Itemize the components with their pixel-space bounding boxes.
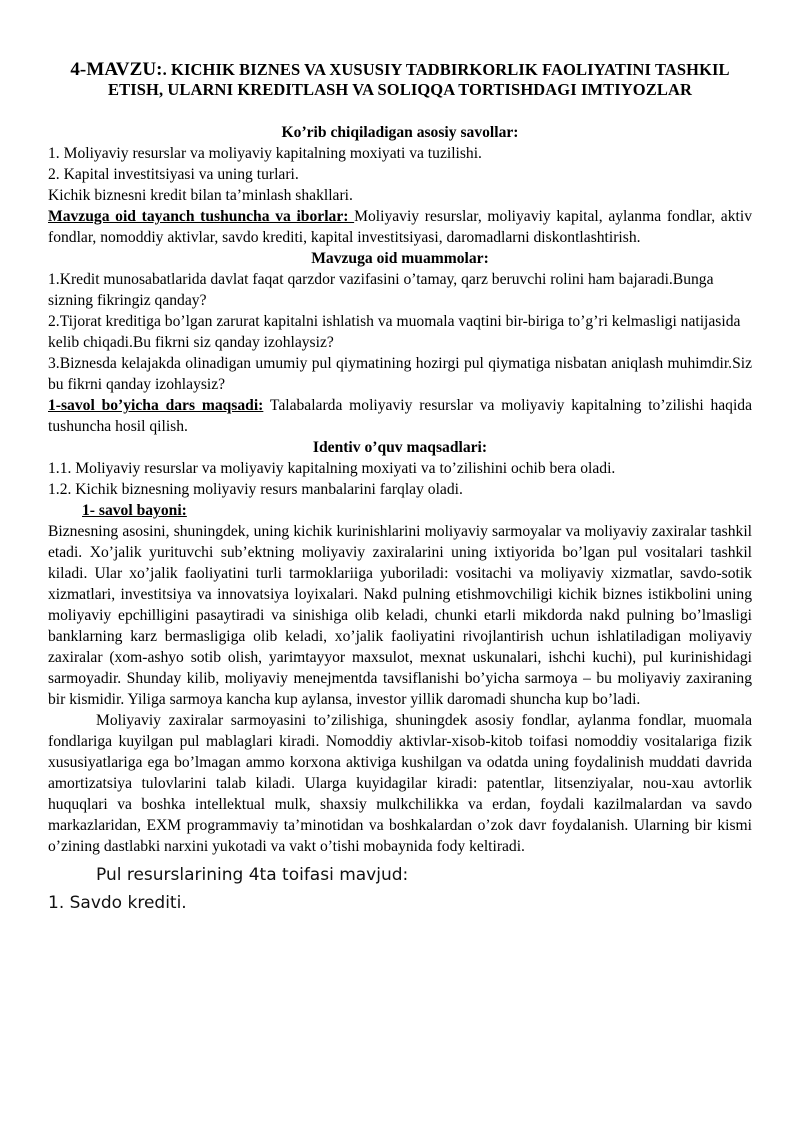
objective-item-1: 1.1. Moliyaviy resurslar va moliyaviy kapitalning moxiyati va to’zilishini ochib bera oladi.	[48, 460, 616, 477]
lesson-goal-label: 1-savol bo’yicha dars maqsadi:	[48, 397, 264, 414]
questions-heading: Ko’rib chiqiladigan asosiy savollar:	[281, 124, 519, 141]
question-item-1: 1. Moliyaviy resurslar va moliyaviy kapitalning moxiyati va tuzilishi.	[48, 145, 482, 162]
lesson-goal-paragraph	[48, 395, 752, 437]
question-item-2: 2. Kapital investitsiyasi va uning turlari.	[48, 166, 299, 183]
section-1-paragraph-2: Moliyaviy zaxiralar sarmoyasini to’zilishiga, shuningdek asosiy fondlar, aylanma fondlar, muomala fondlariga kuyilgan pul mablaglari kiradi. Nomoddiy aktivlar-xisob-kitob toifasi nomoddiy vositalariga fizik xususiyatlariga ega bo’lmagan ammo korxona aktiviga kushilgan va odatda uning foydalinish muddati davrida amortizatsiya tulovlarini talab kiladi. Ularga kuyidagilar kiradi: patentlar, litsenziyalar, nou-xau avtorlik huquqlari va boshka intellektual mulk, shaxsiy mulkchilikka va erdan, foydali kazilmalardan va savdo markazlaridan, EXM programmaviy ta’minotidan va boshkalardan o’zok davr foydalanish. Ularning bir kismi o’zining dastlabki narxini yukotadi va vakt o’tishi mobaynida fody keltiradi.	[48, 712, 752, 855]
document-title	[48, 60, 752, 100]
resources-intro: Pul resurslarining 4ta toifasi mavjud:	[96, 865, 409, 885]
section-1-paragraph-1: Biznesning asosini, shuningdek, uning kichik kurinishlarini moliyaviy sarmoyalar va moliyaviy zaxiralar tashkil etadi. Xo’jalik yurituvchi sub’ektning moliyaviy zaxiralarini uning ixtiyorida bo’lgan pul vositalari tashkil kiladi. Ular xo’jalik faoliyatini turli tarmoklariiga yuboriladi: vositachi va moliyaviy xizmatlar, savdo-sotik xizmatlari, investitsiya va innovatsiya loyixalari. Nakd pulning etishmovchiligi kichik biznes istikbolini uning moliyaviy epchilligini pasaytiradi va sinishiga olib keladi, chunki etarli mikdorda nakd pulning bo’lmasligi banklarning karz bermasligiga olib keladi, xo’jalik faoliyatini rivojlantirish uchun ishlatiladigan moliyaviy zaxiralar (xom-ashyo sotib olish, yarimtayyor maxsulot, mexnat uskunalari, ishchi kuchi), pul kurinishidagi sarmoyadir. Shunday kilib, moliyaviy menejmentda tavsiflanishi bo’yicha sarmoya – bu moliyaviy zaxiraning bir kismidir. Yiliga sarmoya kancha kup aylansa, investor yillik daromadi shuncha kup bo’ladi.	[48, 523, 752, 708]
section-1-heading-line	[48, 500, 752, 521]
question-item-3: Kichik biznesni kredit bilan ta’minlash shakllari.	[48, 187, 353, 204]
objective-item-2: 1.2. Kichik biznesning moliyaviy resurs manbalarini farqlay oladi.	[48, 481, 463, 498]
problem-item-2: 2.Tijorat kreditiga bo’lgan zarurat kapitalni ishlatish va muomala vaqtini bir-biriga to’g’ri kelmasligi natijasida kelib chiqadi.Bu fikrni siz qanday izohlaysiz?	[48, 313, 741, 351]
problem-item-1: 1.Kredit munosabatlarida davlat faqat qarzdor vazifasini o’tamay, qarz beruvchi rolini ham bajaradi.Bunga sizning fikringiz qanday?	[48, 271, 714, 309]
key-terms-text: Moliyaviy resurslar, moliyaviy kapital, aylanma fondlar, aktiv fondlar, nomoddiy aktivlar, savdo krediti, kapital investitsiyasi, daromadlarni diskontlashtirish.	[48, 208, 752, 246]
key-terms-paragraph	[48, 206, 752, 248]
resources-item-1: 1. Savdo krediti.	[48, 893, 187, 913]
objectives-heading: Identiv o’quv maqsadlari:	[312, 439, 488, 456]
title-topic-number: 4-MAVZU:	[70, 59, 163, 80]
section-1-heading: 1- savol bayoni:	[82, 502, 187, 519]
lesson-goal-text: Talabalarda moliyaviy resurslar va moliyaviy kapitalning to’zilishi haqida tushuncha hosil qilish.	[48, 397, 753, 435]
problems-heading: Mavzuga oid muammolar:	[311, 250, 489, 267]
problem-item-3: 3.Biznesda kelajakda olinadigan umumiy pul qiymatining hozirgi pul qiymatiga nisbatan aniqlash muhimdir.Siz bu fikrni qanday izohlaysiz?	[48, 355, 752, 393]
title-text: . KICHIK BIZNES VA XUSUSIY TADBIRKORLIK FAOLIYATINI TASHKIL ETISH, ULARNI KREDITLASH VA SOLIQQA TORTISHDAGI IMTIYOZLAR	[108, 60, 730, 99]
key-terms-label: Mavzuga oid tayanch tushuncha va iborlar:	[48, 208, 355, 225]
